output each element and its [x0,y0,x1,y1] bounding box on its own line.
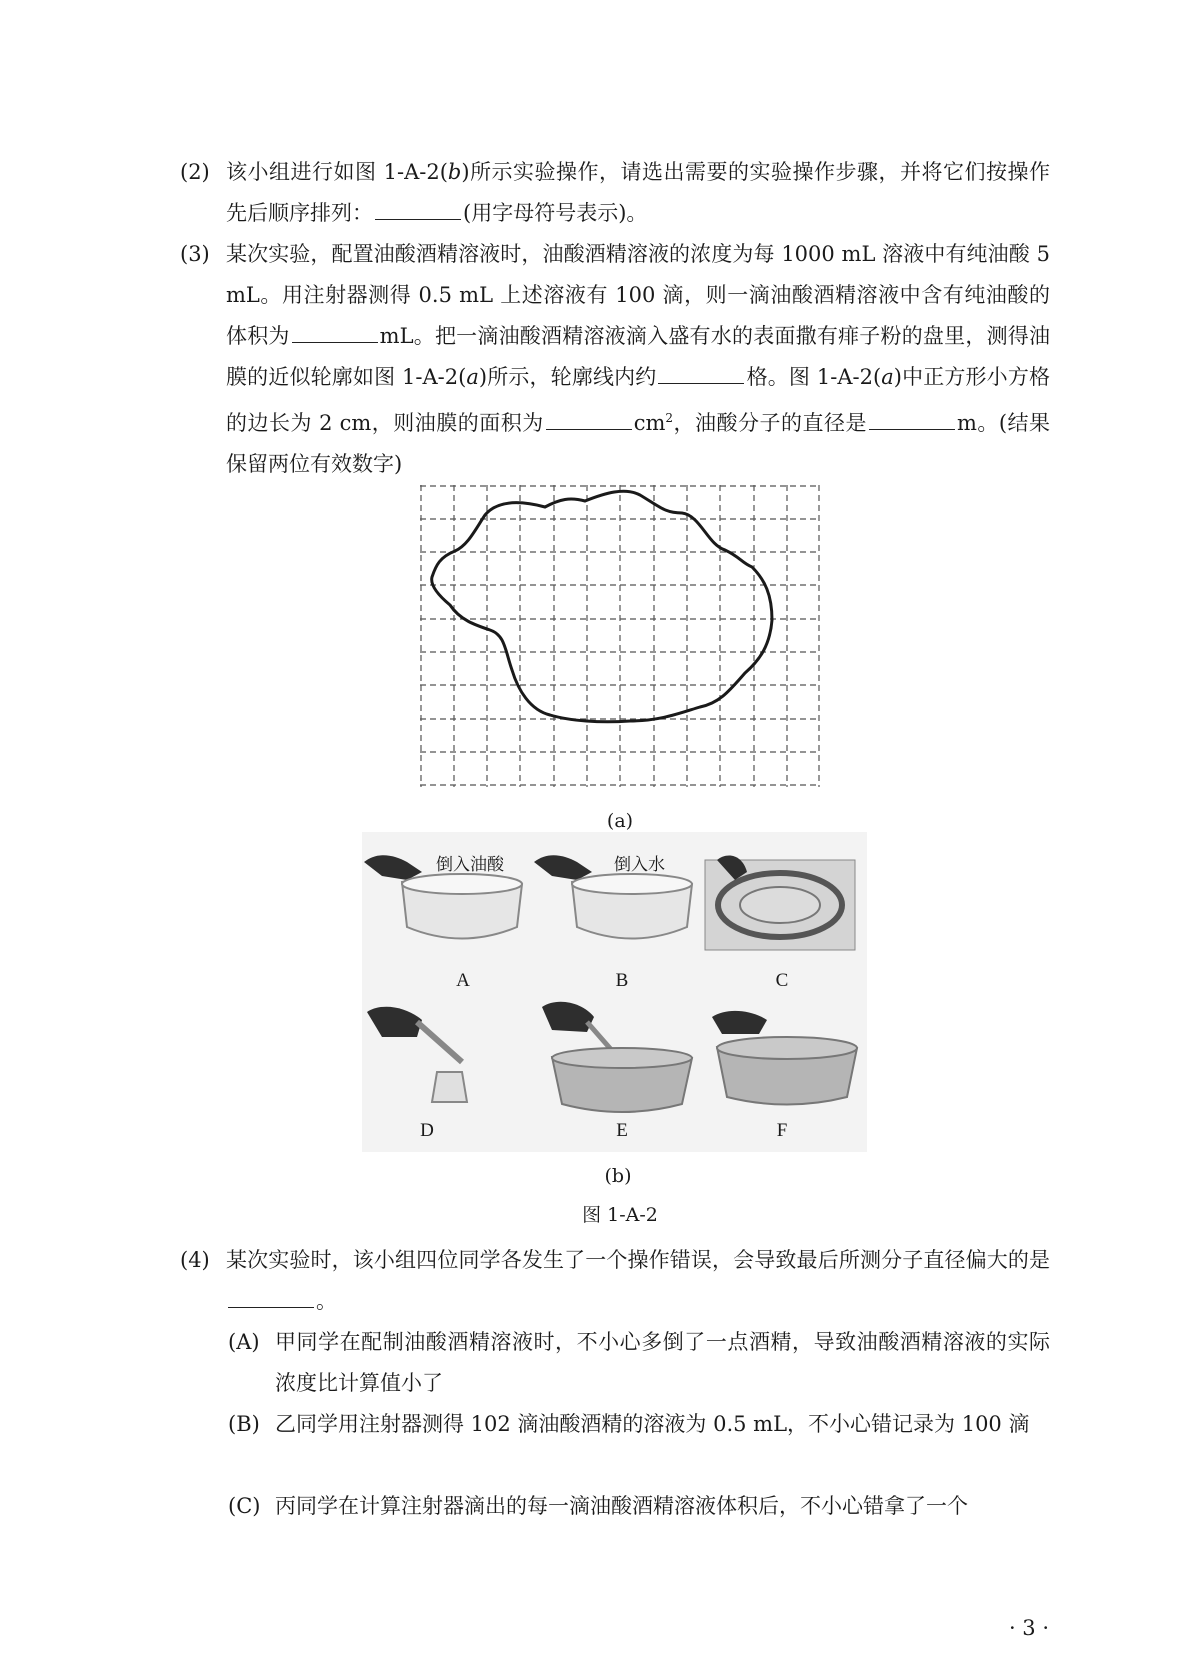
option-label: (B) [228,1412,260,1436]
question-4 [180,1240,1050,1322]
step-a-caption: 倒入油酸 [436,855,504,875]
grid-lines [420,485,820,787]
step-c-label: C [775,970,789,991]
step-e-label: E [616,1120,628,1141]
oil-film-grid-figure [420,485,820,787]
question-text: 该小组进行如图 1-A-2(b)所示实验操作，请选出需要的实验操作步骤，并将它们按操作先后顺序排列： (用字母符号表示)。 [226,160,1050,225]
option-text: 甲同学在配制油酸酒精溶液时，不小心多倒了一点酒精，导致油酸酒精溶液的实际浓度比计算值小了 [275,1330,1050,1395]
option-label: (C) [228,1494,261,1518]
answer-blank[interactable] [869,405,955,430]
figure-title: 图 1-A-2 [582,1204,658,1226]
page-number: · 3 · [1008,1616,1049,1640]
option-text: 乙同学用注射器测得 102 滴油酸酒精的溶液为 0.5 mL，不小心错记录为 100 滴 [275,1412,1030,1436]
oil-film-outline [432,491,772,722]
step-a-label: A [456,970,470,991]
option-label: (A) [228,1330,260,1354]
option-text: 丙同学在计算注射器滴出的每一滴油酸酒精溶液体积后，不小心错拿了一个 [275,1494,968,1518]
step-f-label: F [776,1120,788,1141]
question-text: 某次实验时，该小组四位同学各发生了一个操作错误，会导致最后所测分子直径偏大的是。 [226,1248,1050,1313]
answer-blank[interactable] [546,405,632,430]
question-number: (2) [180,160,210,184]
question-text: 某次实验，配置油酸酒精溶液时，油酸酒精溶液的浓度为每 1000 mL 溶液中有纯油酸 5 mL。用注射器测得 0.5 mL 上述溶液有 100 滴，则一滴油酸酒精溶液中含有纯油酸的体积为 mL。把一滴油酸酒精溶液滴入盛有水的表面撒有痱子粉的盘里，测得油膜的近似轮廓如图 1-A-2(a)所示，轮廓线内约 格。图 1-A-2(a)中正方形小方格的边长为 2 cm，则油膜的面积为 $cm^2$，油酸分子的直径是 m。(结果保留两位有效数字) [226,242,1051,476]
figure-caption-b: (b) [604,1165,632,1187]
step-d-image [362,992,532,1152]
question-3 [180,234,1050,485]
experiment-steps-photo [362,832,867,1152]
step-c-image [697,832,867,992]
question-number: (3) [180,242,210,266]
figure-caption-a: (a) [606,810,634,832]
answer-blank[interactable] [228,1283,314,1308]
option-c[interactable] [228,1486,1050,1527]
step-b-label: B [615,970,629,991]
option-b[interactable] [228,1404,1050,1445]
answer-blank[interactable] [375,195,461,220]
answer-blank[interactable] [658,359,744,384]
option-a[interactable] [228,1322,1050,1404]
question-number: (4) [180,1248,210,1272]
step-b-caption: 倒入水 [614,855,665,875]
step-d-label: D [420,1120,434,1141]
answer-blank[interactable] [292,318,378,343]
question-2 [180,152,1050,234]
